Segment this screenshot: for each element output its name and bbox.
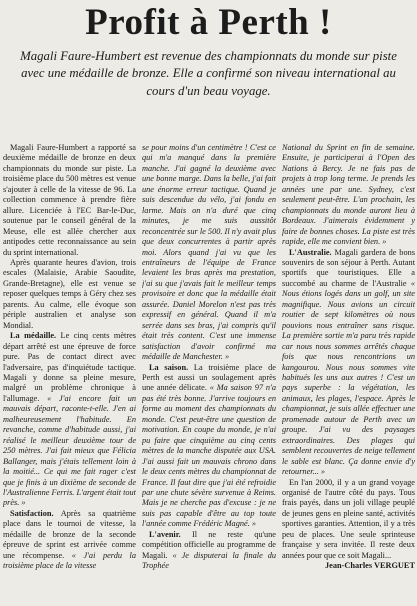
future-quote: « Je disputerai la finale du Trophée [142,550,276,571]
paragraph-australia [282,248,415,478]
headline: Profit à Perth ! [85,2,332,43]
medal-quote: « J'ai encore fait un mauvais départ, raconte-t-elle. J'en ai malheureusement l'habitude. En revanche, comme d'habitude aussi, j'ai réalisé le meilleur deuxième tour de 250 mètres. J'ai fait mieux que Félicia Ballanger, mais j'étais tellement loin à la moitié... Ce qui me fait rager c'est que je finis à un dixième de seconde de l'Australienne Ferris. L'argent était tout près. » [3,393,136,508]
paragraph-season [142,363,276,530]
lead-paragraph: Magali Faure-Humbert est revenue des championnats du monde sur piste avec une médaille de bronze. Elle a confirmé son niveau international au cours d'un beau voyage. [20,49,397,98]
subhead-season: La saison. [149,362,189,372]
satisfaction-quote: « J'ai perdu la troisième place de la vitesse [3,550,136,571]
column-1 [3,143,136,606]
author-signature: Jean-Charles VERGUET [325,561,415,571]
subhead-medal: La médaille. [10,331,57,341]
subhead-satisfaction: Satisfaction. [10,508,54,518]
column-2 [142,143,276,606]
subhead-australia: L'Australie. [289,247,332,257]
paragraph-future [142,530,276,572]
quote-continuation: se pour moins d'un centimètre ! C'est ce qui m'a manqué dans la première manche. J'ai gagné la deuxième avec une bonne marge. Dans la belle, j'ai fait une énorme erreur tactique. Quand je suis descendue du vélo, j'ai fondu en larme. Mais on n'a duré que cinq minutes, je me suis aussitôt reconcentrée sur le 500. Il n'y avait plus que deux concurrentes à partir après moi. Alors quand j'ai vu que les entraîneurs de l'équipe de France levaient les bras après ma prestation, j'ai su que j'avais fait le meilleur temps provisoire et donc que la médaille était assurée. Daniel Morelon n'est pas très expressif en général. Quand il m'a serrée dans ses bras, j'ai compris qu'il était très content. C'est une immense satisfaction d'avoir confirmé ma médaille de Manchester. » [142,143,276,362]
season-quote: « Ma saison 97 n'a pas été très bonne. J'arrive toujours en forme au moment des championnats du monde. C'est peut-être une question de motivation. En coupe du monde, je n'ai pu faire que cinquième au cinq cents mètres de la manche disputée aux USA. J'ai aussi fait un mauvais chrono dans le deux cents mètres du championnat de France. Il faut dire que j'ai été refroidie par une chute sévère survenue à Reims. Mais je ne cherche pas d'excuse : je ne suis pas capable d'être au top toute l'année comme Frédéric Magné. » [142,383,276,529]
future-text: Il ne reste qu'une compétition officielle au programme de Magali. [142,529,276,560]
paragraph-travel: Après quarante heures d'avion, trois escales (Malaisie, Arabie Saoudite, Grande-Bretagne), elle est venue se reposer quelques temps à Géry chez ses parents. Au calme, elle évoque son périple australien et analyse son Mondial. [3,257,136,330]
quote-continuation-2: National du Sprint en fin de semaine. Ensuite, je participerai à l'Open des Nations à Bercy. Je ne fais pas de projets à trop long terme. Je prends les années une par une. Sydney, c'est seulement peut-être. L'an prochain, les championnats du monde auront lieu à Bordeaux. J'aimerais évidemment y faire de bonnes choses. La piste est très rapide, elle me convient bien. » [282,143,415,247]
australia-text: Magali gardera de bons souvenirs de son séjour à Perth. Autant sportifs que touristiques. Elle a succombé au charme de l'Australie [282,247,415,288]
paragraph-intro: Magali Faure-Humbert a rapporté sa deuxième médaille de bronze en deux championnats du monde sur piste. La troisième place du 500 mètres est venue s'ajouter à celle de la vitesse de 96. La collection commence à prendre fière allure. Licenciée à l'EC Bar-le-Duc, soutenue par le conseil général de la Meuse, elle est allée chercher aux antipodes cette reconnaissance au sein du sprint international. [3,143,136,257]
medal-text: Le cinq cents mètres départ arrêté est une épreuve de force pure. Pas de contact direct avec l'adversaire, pas d'inquiétude tactique. Magali y donne sa pleine mesure, malgré un problème chronique à l'allumage. [3,331,136,403]
paragraph-conclusion: En l'an 2000, il y a un grand voyage organisé de l'autre côté du pays. Tous frais payés, dans un joli village peuplé de jeunes gens en pleine santé, activités sportives garanties. Attention, il y a très peu de places. Une seule sprinteuse française y sera invitée. Il reste deux années pour que ce soit Magali... [282,477,415,560]
season-text: La troisième place de Perth est aussi un soulagement après une année délicate. [142,362,276,393]
column-3 [282,143,415,606]
subhead-future: L'avenir. [149,529,181,539]
australia-quote: « Nous étions logés dans un golf, un site magnifique. Nous avions un circuit routier de sept kilomètres où nous pouvions nous entraîner sans risque. La première sortie m'a paru très rapide car nous nous sommes arrêtés chaque fois que nous rencontrions un kangourou. Nous nous sommes vite habitués les uns aux autres ! C'est un pays superbe : la végétation, les animaux, les plages, l'espace. Après le championnat, je suis allée effectuer une promenade autour de Perth avec un groupe. J'ai vu des paysages extraordinaires. Des plages qui semblent recouvertes de neige tellement le sable est blanc. Ça donne envie d'y retourner... » [282,278,415,477]
paragraph-satisfaction [3,509,136,572]
satisfaction-text: Après sa quatrième place dans le tournoi de vitesse, la médaille de bronze de la seconde épreuve de sprint est arrivée comme une récompense. [3,508,136,560]
paragraph-medal [3,331,136,509]
